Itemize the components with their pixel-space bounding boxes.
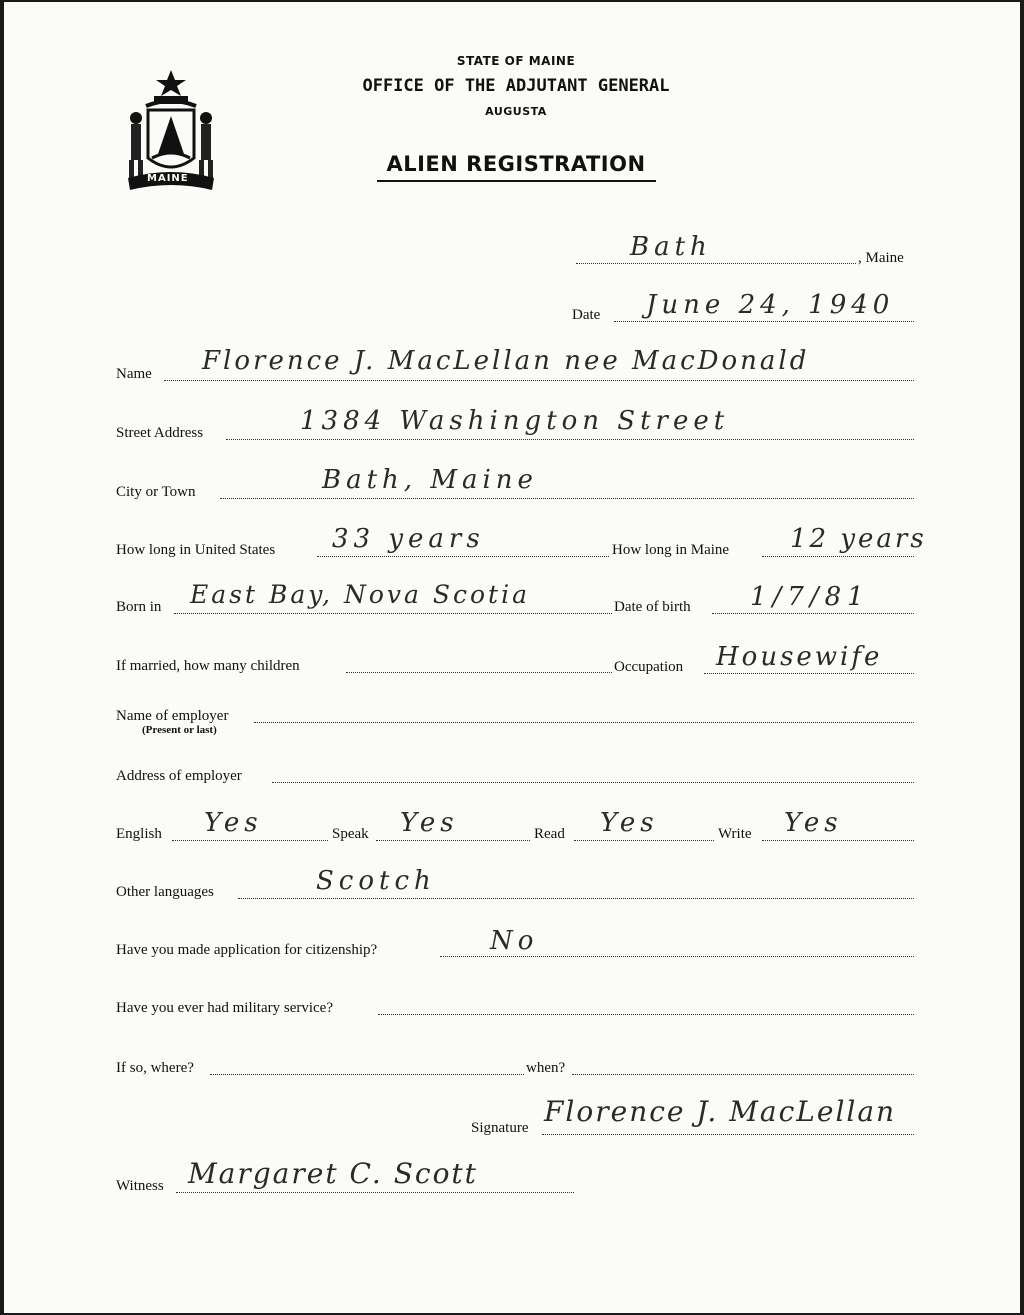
header-office: OFFICE OF THE ADJUTANT GENERAL <box>362 76 670 96</box>
witness-value: Margaret C. Scott <box>188 1157 478 1190</box>
write-label: Write <box>718 826 752 842</box>
citizenship-label: Have you made application for citizenship? <box>116 942 378 958</box>
other-languages-label: Other languages <box>116 884 214 900</box>
how-long-maine-line <box>762 556 914 557</box>
name-label: Name <box>116 366 152 382</box>
header-city: AUGUSTA <box>485 105 547 118</box>
name-line <box>164 380 914 381</box>
maine-label: , Maine <box>858 250 904 266</box>
born-in-line <box>174 613 612 614</box>
employer-address-label: Address of employer <box>116 768 242 784</box>
occupation-label: Occupation <box>614 659 684 675</box>
signature-value: Florence J. MacLellan <box>544 1095 897 1128</box>
occupation-value: Housewife <box>716 642 883 672</box>
town-line <box>576 263 856 264</box>
employer-address-line <box>272 782 914 783</box>
date-of-birth-value: 1/7/81 <box>750 582 870 612</box>
signature-label: Signature <box>471 1120 529 1136</box>
date-of-birth-line <box>712 613 914 614</box>
born-in-value: East Bay, Nova Scotia <box>190 580 530 609</box>
when-line <box>572 1074 914 1075</box>
form-title: ALIEN REGISTRATION <box>386 152 646 176</box>
city-line <box>220 498 914 499</box>
other-languages-line <box>238 898 914 899</box>
children-label: If married, how many children <box>116 658 300 674</box>
how-long-us-line <box>317 556 609 557</box>
header-state: STATE OF MAINE <box>456 54 576 68</box>
employer-line <box>254 722 914 723</box>
english-label: English <box>116 826 162 842</box>
born-in-label: Born in <box>116 599 162 615</box>
witness-label: Witness <box>116 1178 164 1194</box>
street-address-value: 1384 Washington Street <box>300 406 730 436</box>
form-sheet <box>4 2 1020 1313</box>
name-value: Florence J. MacLellan nee MacDonald <box>202 346 810 376</box>
date-value: June 24, 1940 <box>646 290 895 320</box>
where-line <box>210 1074 524 1075</box>
date-line <box>614 321 914 322</box>
write-line <box>762 840 914 841</box>
speak-value: Yes <box>400 808 459 838</box>
military-label: Have you ever had military service? <box>116 1000 333 1016</box>
signature-line <box>542 1134 914 1135</box>
how-long-maine-value: 12 years <box>790 524 927 554</box>
read-value: Yes <box>600 808 659 838</box>
speak-line <box>376 840 530 841</box>
employer-label: Name of employer <box>116 708 229 724</box>
military-line <box>378 1014 914 1015</box>
employer-note: (Present or last) <box>142 724 217 736</box>
town-value: Bath <box>630 232 712 262</box>
witness-line <box>176 1192 574 1193</box>
how-long-maine-label: How long in Maine <box>612 542 730 558</box>
read-label: Read <box>534 826 565 842</box>
how-long-us-label: How long in United States <box>116 542 276 558</box>
street-address-line <box>226 439 914 440</box>
speak-label: Speak <box>332 826 369 842</box>
citizenship-line <box>440 956 914 957</box>
city-label: City or Town <box>116 484 196 500</box>
how-long-us-value: 33 years <box>332 524 485 554</box>
english-line <box>172 840 328 841</box>
write-value: Yes <box>784 808 843 838</box>
date-label: Date <box>572 307 601 323</box>
street-address-label: Street Address <box>116 425 204 441</box>
date-of-birth-label: Date of birth <box>614 599 691 615</box>
other-languages-value: Scotch <box>316 866 436 896</box>
city-value: Bath, Maine <box>322 465 538 495</box>
occupation-line <box>704 673 914 674</box>
citizenship-value: No <box>490 926 539 956</box>
read-line <box>574 840 714 841</box>
seal-banner-text: MAINE <box>147 173 189 184</box>
title-underline <box>377 180 656 182</box>
where-label: If so, where? <box>116 1060 194 1076</box>
english-value: Yes <box>204 808 263 838</box>
when-label: when? <box>526 1060 566 1076</box>
children-line <box>346 672 612 673</box>
